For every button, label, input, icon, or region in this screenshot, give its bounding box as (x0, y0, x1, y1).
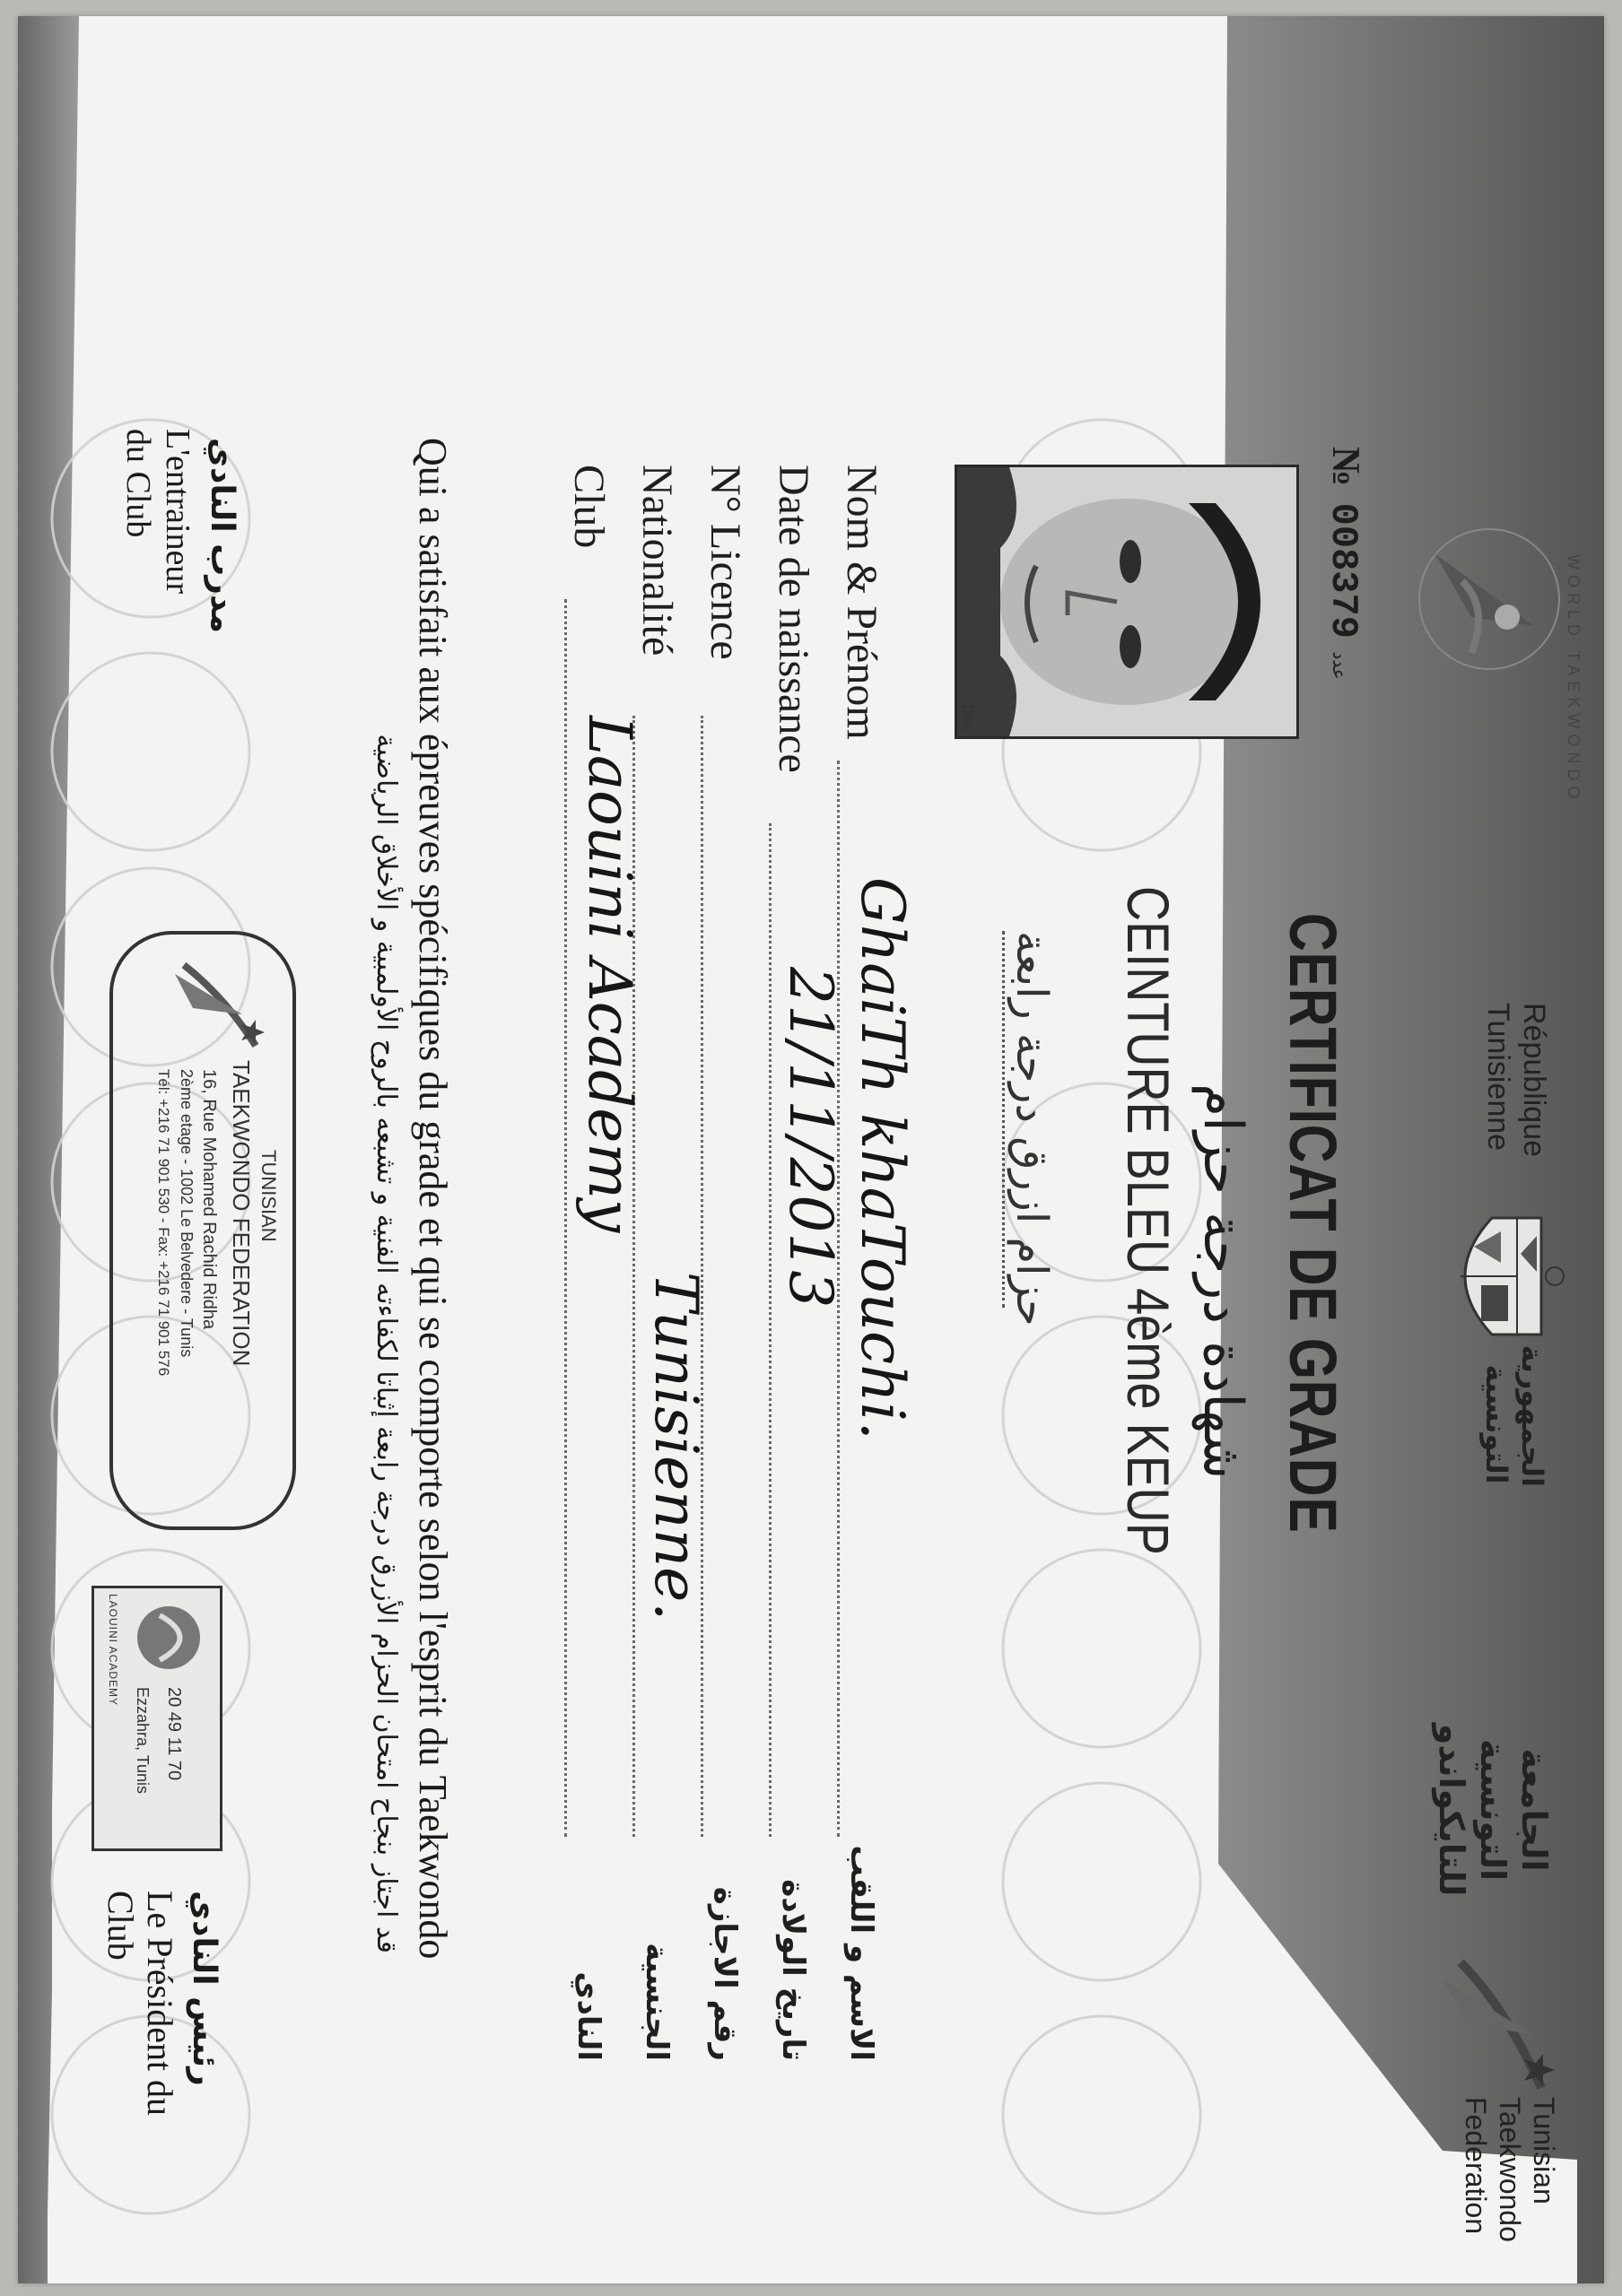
stamp-line4: 2ème etage - 1002 Le Belvedere - Tunis (178, 1069, 196, 1358)
president-label-ar: رئيس النادي (186, 1891, 222, 2086)
coach-label-fr: L'entraineur du Club (119, 429, 196, 595)
stamp-logo-icon (170, 956, 269, 1055)
republic-ar: الجمهورية التونسية (1479, 1344, 1549, 1487)
coach-label-ar: مدرب النادي (204, 438, 240, 634)
label-name-ar: الاسم و اللقب (843, 1845, 879, 2061)
number-label: № (1324, 447, 1368, 487)
republic-fr: République Tunisienne (1481, 1003, 1551, 1158)
certificate-title-fr: CERTIFICAT DE GRADE (1276, 913, 1350, 1534)
label-licence-ar: رقم الاجازة (707, 1886, 743, 2061)
value-nationality: Tunisienne. (641, 1272, 711, 1622)
certificate-number (1321, 447, 1369, 680)
stamp-line2: TAEKWONDO FEDERATION (228, 1060, 255, 1367)
value-birthdate: 21/11/2013 (776, 967, 845, 1309)
field-line (769, 823, 772, 1837)
label-club-fr: Club (565, 465, 613, 549)
grade-fr: CEINTURE BLEU 4ème KEUP (1115, 886, 1182, 1555)
member-photo (955, 465, 1299, 739)
president-label-fr: Le Président du Club (100, 1891, 180, 2117)
label-name-fr: Nom & Prénom (838, 465, 885, 740)
label-nationality-ar: الجنسية (639, 1943, 675, 2061)
label-club-ar: النادي (571, 1971, 606, 2061)
club-stamp-address: Ezzahra, Tunis (134, 1687, 152, 1795)
stamp-line3: 16, Rue Mohamed Rachid Ridha (199, 1069, 219, 1330)
value-club: Laouini Academy (575, 716, 644, 1233)
value-name: GhaiTh khaTouchi. (848, 877, 917, 1440)
club-stamp-name: LAOUINI ACADEMY (107, 1594, 119, 1707)
federation-stamp (109, 931, 296, 1530)
club-stamp-phone: 20 49 11 70 (164, 1687, 184, 1781)
statement-fr: Qui a satisfait aux épreuves spécifiques du grade et qui se comporte selon l'esprit du Taekwondo (411, 438, 455, 1960)
certificate-title-ar: شهادة درجة حزام (1191, 1083, 1254, 1480)
bottom-shade-band (18, 16, 79, 2283)
statement-ar: قد اجتاز بنجاح امتحان الحزام الأزرق درجة رابعة إثباتا لكفاءته الفنية و تشبعه بالروح الأولمبية و الأخلاق الرياضية (371, 734, 402, 1953)
stamp-line1: TUNISIAN (257, 1150, 280, 1242)
label-birthdate-ar: تاريخ الولادة (775, 1879, 811, 2061)
wt-logo-text: WORLD TAEKWONDO (1565, 554, 1583, 804)
member-fields (384, 465, 917, 2079)
label-licence-fr: N° Licence (702, 465, 749, 660)
grade-ar-underline (1002, 931, 1005, 1308)
federation-en: Tunisian Taekwondo Federation (1460, 2097, 1560, 2242)
coat-of-arms-icon (1438, 1200, 1573, 1352)
club-stamp (92, 1586, 222, 1851)
club-stamp-logo-icon (128, 1597, 209, 1678)
stamp-line5: Tél: +216 71 901 530 - Fax: +216 71 901 576 (155, 1069, 172, 1377)
federation-ar: الجامعة التونسية للتايكواندو (1432, 1723, 1554, 1897)
label-nationality-fr: Nationalité (633, 465, 681, 657)
certificate (18, 16, 1604, 2283)
number-label-ar: عدد (1329, 651, 1350, 680)
grade-ar: حزام ازرق درجة رابعة (1007, 931, 1057, 1326)
federation-logo (1434, 1944, 1568, 2106)
scanned-page (18, 16, 1604, 2283)
number-value: 008379 (1321, 502, 1365, 639)
photo-caption: Date (960, 703, 975, 731)
field-line (564, 599, 567, 1837)
label-birthdate-fr: Date de naissance (770, 465, 817, 773)
world-taekwondo-logo (1408, 518, 1570, 680)
